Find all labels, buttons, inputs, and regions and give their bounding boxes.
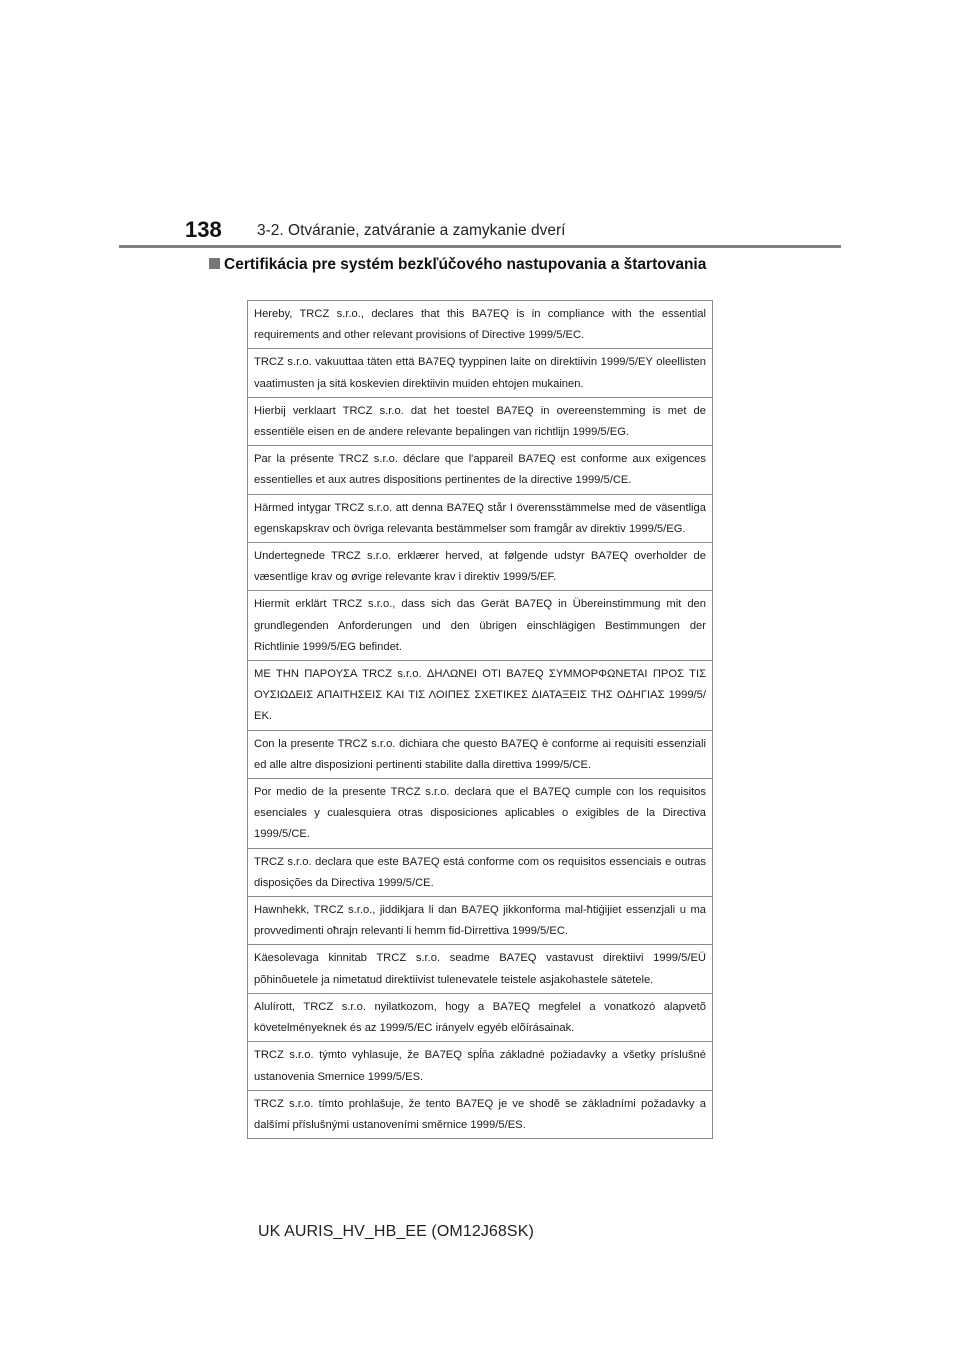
- declaration-cell-en: Hereby, TRCZ s.r.o., declares that this BA7EQ is in compliance with the essential requirements and other relevant provisions of Directive 1999/5/EC.: [248, 301, 713, 349]
- declaration-cell-da: Undertegnede TRCZ s.r.o. erklærer herved, at følgende udstyr BA7EQ overholder de væsentlige krav og øvrige relevante krav i direktiv 1999/5/EF.: [248, 543, 713, 591]
- table-row: [248, 779, 713, 849]
- table-row: [248, 397, 713, 445]
- table-row: [248, 848, 713, 896]
- section-heading-text: Certifikácia pre systém bezkľúčového nastupovania a štartovania: [224, 256, 707, 273]
- table-row: [248, 993, 713, 1041]
- table-row: [248, 349, 713, 397]
- declaration-cell-hu: Alulírott, TRCZ s.r.o. nyilatkozom, hogy a BA7EQ megfelel a vonatkozó alapvetõ követelményeknek és az 1999/5/EC irányelv egyéb elõírásainak.: [248, 993, 713, 1041]
- declaration-cell-it: Con la presente TRCZ s.r.o. dichiara che questo BA7EQ è conforme ai requisiti essenziali ed alle altre disposizioni pertinenti stabilite dalla direttiva 1999/5/CE.: [248, 730, 713, 778]
- declaration-table: [247, 300, 713, 1139]
- table-row: [248, 661, 713, 731]
- declaration-cell-fi: TRCZ s.r.o. vakuuttaa täten että BA7EQ tyyppinen laite on direktiivin 1999/5/EY oleellisten vaatimusten ja sitä koskevien direktiivin muiden ehtojen mukainen.: [248, 349, 713, 397]
- declaration-cell-fr: Par la présente TRCZ s.r.o. déclare que l'appareil BA7EQ est conforme aux exigences essentielles et aux autres dispositions pertinentes de la directive 1999/5/CE.: [248, 446, 713, 494]
- section-heading: [209, 255, 706, 275]
- page-number: 138: [185, 217, 222, 242]
- table-row: [248, 301, 713, 349]
- table-row: [248, 897, 713, 945]
- table-row: [248, 945, 713, 993]
- table-row: [248, 494, 713, 542]
- declaration-cell-sv: Härmed intygar TRCZ s.r.o. att denna BA7EQ står I överensstämmelse med de väsentliga egenskapskrav och övriga relevanta bestämmelser som framgår av direktiv 1999/5/EG.: [248, 494, 713, 542]
- square-bullet-icon: [209, 258, 220, 269]
- header-divider: [119, 245, 841, 248]
- declaration-cell-el: ΜΕ ΤΗΝ ΠΑΡΟΥΣΑ TRCZ s.r.o. ΔΗΛΩΝΕΙ ΟΤΙ BA7EQ ΣΥΜΜΟΡΦΩΝΕΤΑΙ ΠΡΟΣ ΤΙΣ ΟΥΣΙΩΔΕΙΣ ΑΠΑΙΤΗΣΕΙΣ ΚΑΙ ΤΙΣ ΛΟΙΠΕΣ ΣΧΕΤΙΚΕΣ ΔΙΑΤΑΞΕΙΣ ΤΗΣ ΟΔΗΓΙΑΣ 1999/5/ΕΚ.: [248, 661, 713, 731]
- table-row: [248, 591, 713, 661]
- table-row: [248, 543, 713, 591]
- table-row: [248, 730, 713, 778]
- declaration-cell-nl: Hierbij verklaart TRCZ s.r.o. dat het toestel BA7EQ in overeenstemming is met de essentiële eisen en de andere relevante bepalingen van richtlijn 1999/5/EG.: [248, 397, 713, 445]
- table-row: [248, 1090, 713, 1138]
- declaration-cell-es: Por medio de la presente TRCZ s.r.o. declara que el BA7EQ cumple con los requisitos esenciales y cualesquiera otras disposiciones aplicables o exigibles de la Directiva 1999/5/CE.: [248, 779, 713, 849]
- declaration-cell-et: Käesolevaga kinnitab TRCZ s.r.o. seadme BA7EQ vastavust direktiivi 1999/5/EÜ põhinõuetele ja nimetatud direktiivist tulenevatele teistele asjakohastele sätetele.: [248, 945, 713, 993]
- chapter-title: 3-2. Otváranie, zatváranie a zamykanie dverí: [257, 222, 566, 239]
- declaration-cell-pt: TRCZ s.r.o. declara que este BA7EQ está conforme com os requisitos essenciais e outras disposições da Directiva 1999/5/CE.: [248, 848, 713, 896]
- declaration-cell-cs: TRCZ s.r.o. tímto prohlašuje, že tento BA7EQ je ve shodě se základními požadavky a dalšími příslušnými ustanoveními směrnice 1999/5/ES.: [248, 1090, 713, 1138]
- declaration-cell-mt: Hawnhekk, TRCZ s.r.o., jiddikjara li dan BA7EQ jikkonforma mal-ħtiġijiet essenzjali u ma provvedimenti oħrajn relevanti li hemm fid-Dirrettiva 1999/5/EC.: [248, 897, 713, 945]
- declaration-cell-sk: TRCZ s.r.o. týmto vyhlasuje, že BA7EQ spĺňa základné požiadavky a všetky príslušné ustanovenia Smernice 1999/5/ES.: [248, 1042, 713, 1090]
- declaration-cell-de: Hiermit erklärt TRCZ s.r.o., dass sich das Gerät BA7EQ in Übereinstimmung mit den grundlegenden Anforderungen und den übrigen einschlägigen Bestimmungen der Richtlinie 1999/5/EG befindet.: [248, 591, 713, 661]
- table-row: [248, 446, 713, 494]
- footer-model-code: UK AURIS_HV_HB_EE (OM12J68SK): [258, 1223, 534, 1240]
- table-row: [248, 1042, 713, 1090]
